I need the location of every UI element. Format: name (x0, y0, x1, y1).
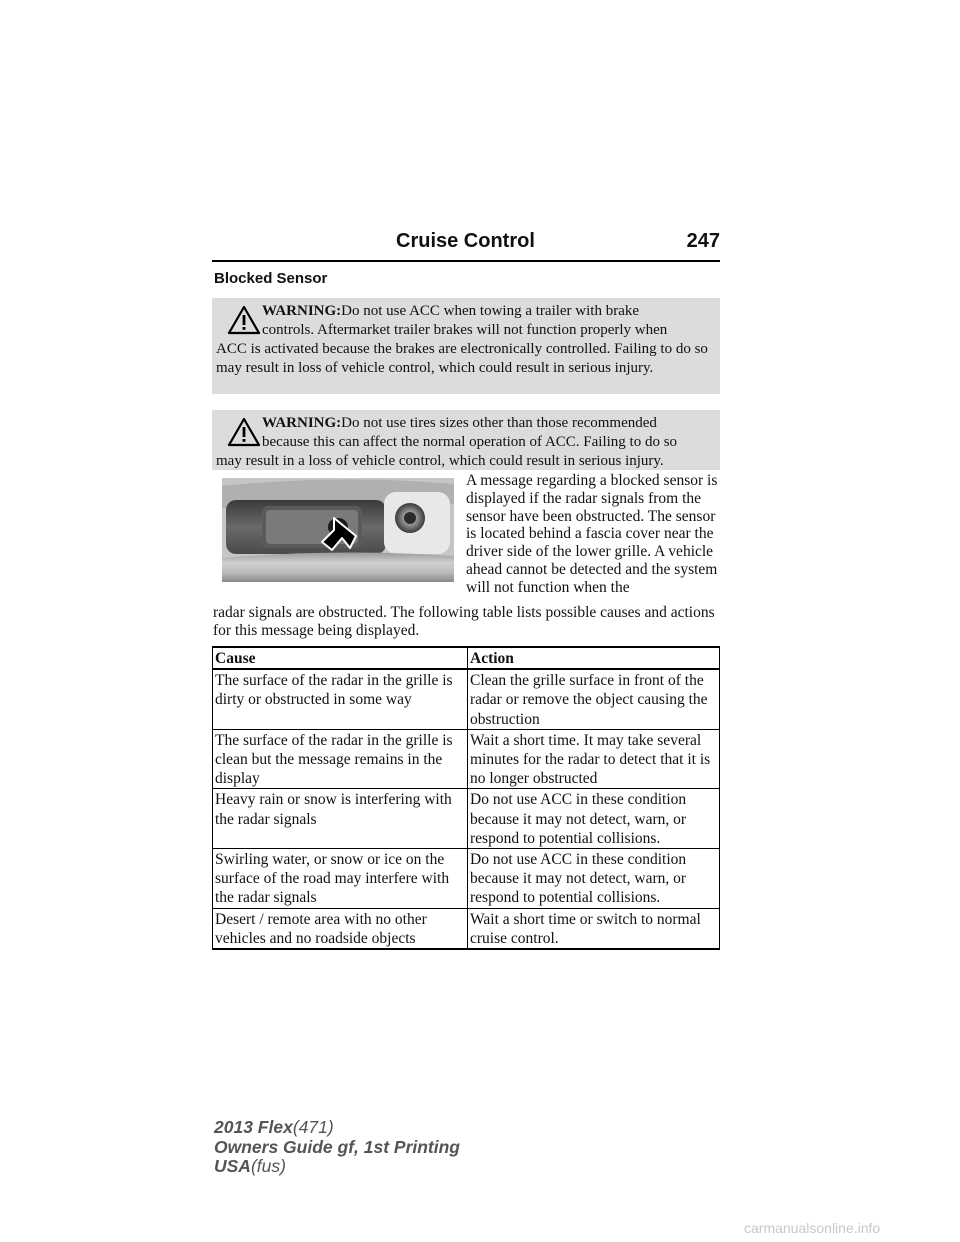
cause-cell: Heavy rain or snow is interfering with the radar signals (213, 789, 468, 849)
body-paragraph-continued: radar signals are obstructed. The following table lists possible causes and actions for this message being displayed. (213, 604, 715, 639)
header-action: Action (468, 647, 720, 669)
section-heading: Blocked Sensor (214, 270, 328, 287)
footer-line-3 (214, 1157, 460, 1177)
action-cell: Wait a short time. It may take several minutes for the radar to detect that it is no longer obstructed (468, 729, 720, 789)
warning-first-line (216, 414, 716, 433)
table-row (213, 729, 720, 789)
warning-triangle-icon (226, 416, 262, 448)
action-cell: Do not use ACC in these condition because it may not detect, warn, or respond to potential collisions. (468, 849, 720, 909)
cause-cell: Swirling water, or snow or ice on the surface of the road may interfere with the radar signals (213, 849, 468, 909)
footer-code: (471) (292, 1117, 334, 1137)
warning-rest: may result in a loss of vehicle control, which could result in serious injury. (216, 453, 664, 469)
footer-line-2: Owners Guide gf, 1st Printing (214, 1136, 460, 1157)
warning-second-line: controls. Aftermarket trailer brakes will not function properly when (262, 322, 668, 338)
watermark: carmanualsonline.info (744, 1220, 881, 1236)
radar-sensor-figure (222, 478, 454, 582)
action-cell: Do not use ACC in these condition because it may not detect, warn, or respond to potential collisions. (468, 789, 720, 849)
warning-triangle-icon (226, 304, 262, 336)
footer-line-1 (214, 1118, 460, 1138)
footer-market: USA (214, 1156, 251, 1176)
action-cell: Clean the grille surface in front of the radar or remove the object causing the obstruction (468, 669, 720, 729)
footer-model: 2013 Flex (214, 1117, 293, 1137)
body-paragraph: A message regarding a blocked sensor is displayed if the radar signals from the sensor have been obstructed. The sensor is located behind a fascia cover near the driver side of the lower grille. A vehicle ahead cannot be detected and the system will not function when the (466, 472, 718, 596)
warning-text: Do not use ACC when towing a trailer with brake (341, 303, 640, 319)
warning-box (212, 298, 720, 394)
cause-cell: Desert / remote area with no other vehicles and no roadside objects (213, 908, 468, 949)
action-cell: Wait a short time or switch to normal cruise control. (468, 908, 720, 949)
warning-text: Do not use tires sizes other than those recommended (341, 415, 657, 431)
table-row (213, 908, 720, 949)
cause-cell: The surface of the radar in the grille is clean but the message remains in the display (213, 729, 468, 789)
page-header (212, 226, 720, 262)
chapter-title: Cruise Control (396, 230, 535, 252)
page-number: 247 (686, 230, 720, 252)
cause-cell: The surface of the radar in the grille is dirty or obstructed in some way (213, 669, 468, 729)
warning-label: WARNING: (262, 415, 342, 431)
warning-second-line: because this can affect the normal operation of ACC. Failing to do so (262, 434, 678, 450)
table-row (213, 849, 720, 909)
table-row (213, 669, 720, 729)
warning-box (212, 410, 720, 470)
footer-market-code: (fus) (250, 1156, 286, 1176)
header-cause: Cause (213, 647, 468, 669)
cause-action-table (212, 646, 720, 950)
warning-label: WARNING: (262, 303, 342, 319)
warning-first-line (216, 302, 716, 321)
table-header-row (213, 647, 720, 669)
warning-rest: ACC is activated because the brakes are electronically controlled. Failing to do so may result in loss of vehicle control, which could result in serious injury. (216, 341, 708, 376)
table-row (213, 789, 720, 849)
document-footer (214, 1118, 460, 1177)
